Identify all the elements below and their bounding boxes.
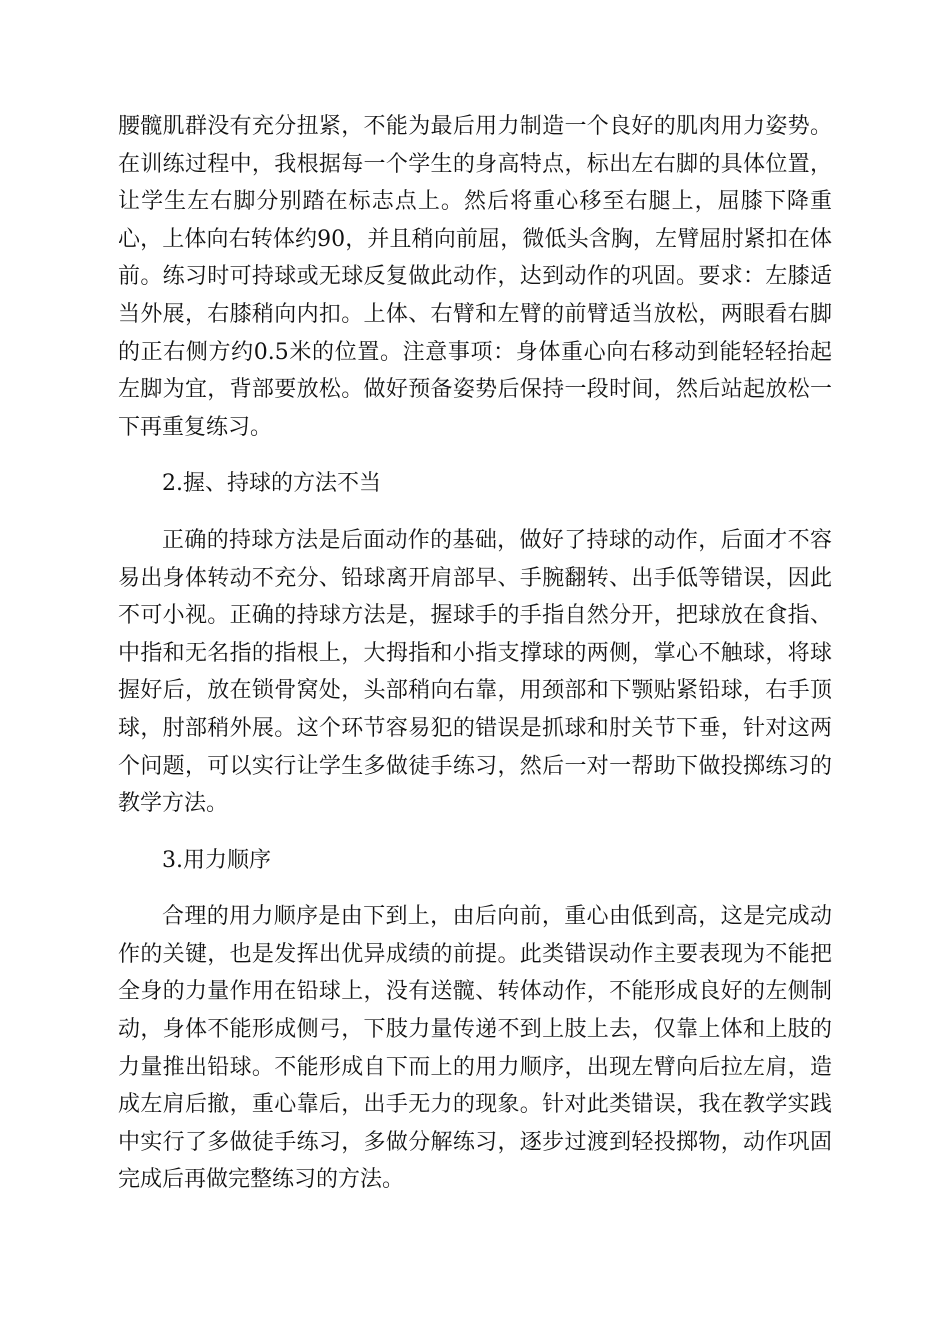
body-paragraph-1: 腰髋肌群没有充分扭紧，不能为最后用力制造一个良好的肌肉用力姿势。在训练过程中，我根据每一个学生的身高特点，标出左右脚的具体位置，让学生左右脚分别踏在标志点上。然后将重心移至右腿上，屈膝下降重心，上体向右转体约90，并且稍向前屈，微低头含胸，左臂屈肘紧扣在体前。练习时可持球或无球反复做此动作，达到动作的巩固。要求：左膝适当外展，右膝稍向内扣。上体、右臂和左臂的前臂适当放松，两眼看右脚的正右侧方约0.5米的位置。注意事项：身体重心向右移动到能轻轻抬起左脚为宜，背部要放松。做好预备姿势后保持一段时间，然后站起放松一下再重复练习。 — [118, 114, 832, 440]
section-heading-2: 2.握、持球的方法不当 — [162, 471, 381, 497]
section-heading-3: 3.用力顺序 — [162, 847, 271, 873]
body-paragraph-2: 正确的持球方法是后面动作的基础，做好了持球的动作，后面才不容易出身体转动不充分、铅球离开肩部早、手腕翻转、出手低等错误，因此不可小视。正确的持球方法是，握球手的手指自然分开，把球放在食指、中指和无名指的指根上，大拇指和小指支撑球的两侧，掌心不触球，将球握好后，放在锁骨窝处，头部稍向右靠，用颈部和下颚贴紧铅球，右手顶球，肘部稍外展。这个环节容易犯的错误是抓球和肘关节下垂，针对这两个问题，可以实行让学生多做徒手练习，然后一对一帮助下做投掷练习的教学方法。 — [118, 527, 832, 817]
body-paragraph-3: 合理的用力顺序是由下到上，由后向前，重心由低到高，这是完成动作的关键，也是发挥出优异成绩的前提。此类错误动作主要表现为不能把全身的力量作用在铅球上，没有送髋、转体动作，不能形成良好的左侧制动，身体不能形成侧弓，下肢力量传递不到上肢上去，仅靠上体和上肢的力量推出铅球。不能形成自下而上的用力顺序，出现左臂向后拉左肩，造成左肩后撤，重心靠后，出手无力的现象。针对此类错误，我在教学实践中实行了多做徒手练习，多做分解练习，逐步过渡到轻投掷物，动作巩固完成后再做完整练习的方法。 — [118, 904, 832, 1193]
document-page — [118, 108, 832, 1199]
